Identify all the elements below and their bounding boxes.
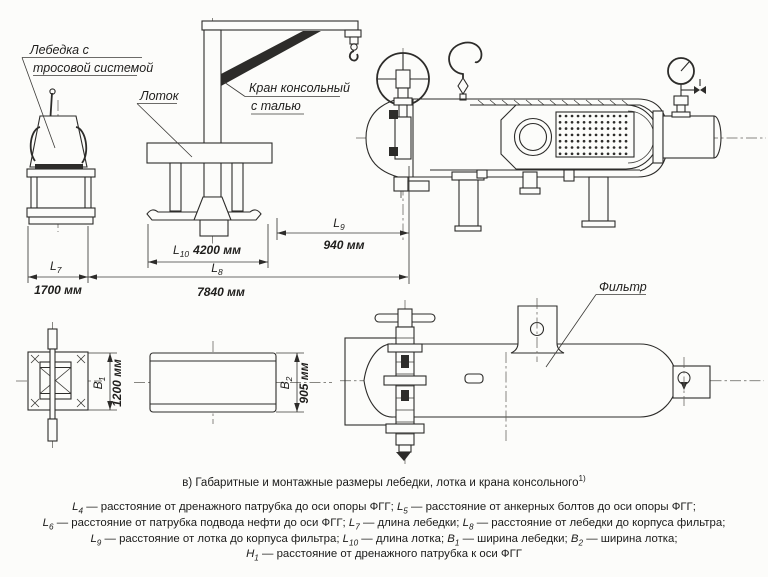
legend-item-l6: $L_6$ — расстояние от патрубка подвода нефти до оси ФГГ; — [42, 516, 346, 532]
support-leg-left — [452, 172, 484, 231]
legend-item-b2: $B_2$ — ширина лотка; — [570, 532, 678, 547]
legend-item-h1: $H_1$ — расстояние от дренажного патрубка к оси ФГГ — [246, 548, 522, 563]
crane-column — [204, 30, 221, 197]
dim-l9-value: 940 мм — [323, 238, 365, 252]
legend-item-l8: $L_8$ — расстояние от лебедки до корпуса фильтра; — [462, 516, 726, 532]
dim-l9-symbol: $L_9$ — [333, 216, 345, 232]
caption-footnote-mark: 1) — [578, 474, 586, 484]
legend-item-l7: $L_7$ — длина лебедки; — [348, 516, 460, 532]
legend-line-3 — [0, 532, 768, 548]
legend-line-2 — [0, 516, 768, 532]
crane-boom — [202, 21, 358, 30]
crane-hoist-hook — [345, 30, 361, 61]
dim-l8-value: 7840 мм — [197, 285, 245, 299]
dim-l10: $L_{10}$ 4200 мм — [173, 243, 241, 259]
winch-label-line1: Лебедка с — [30, 43, 89, 57]
drain-nozzle — [394, 177, 429, 198]
dim-l7-value: 1700 мм — [34, 283, 82, 297]
dim-l7-symbol: $L_7$ — [50, 259, 62, 275]
crane-callout — [224, 81, 350, 114]
figure-caption: в) Габаритные и монтажные размеры лебедки, лотка и крана консольного$^{1)}$ — [182, 474, 586, 489]
support-leg-right — [582, 177, 615, 227]
dim-b1-value: 1200 мм — [110, 359, 124, 407]
legend-item-l9: $L_9$ — расстояние от лотка до корпуса фильтра; — [90, 532, 340, 547]
winch-top-view — [16, 322, 102, 448]
lifting-hook — [449, 43, 481, 100]
pressure-gauge — [668, 58, 706, 117]
crane-brace — [221, 31, 321, 86]
winch-front-view — [27, 89, 95, 232]
dim-l8-symbol: $L_8$ — [211, 261, 223, 277]
crane-tray-view — [147, 18, 361, 245]
dim-b2-symbol: $B_2$ — [278, 376, 294, 390]
legend-item-l5: $L_5$ — расстояние от анкерных болтов до оси опоры ФГГ; — [396, 501, 696, 516]
legend-item-l10: $L_{10}$ — длина лотка; — [342, 532, 445, 547]
bottom-nozzle — [523, 172, 537, 189]
valve-assembly — [375, 309, 435, 461]
caption-area — [0, 474, 768, 563]
dim-b1-symbol: $B_1$ — [91, 376, 107, 390]
legend-line-1 — [0, 500, 768, 516]
tray-label: Лоток — [140, 89, 179, 103]
crane-label-line2: с талью — [251, 99, 301, 113]
manhole-flange — [515, 119, 552, 156]
outlet-nozzle — [653, 111, 721, 163]
filter-label: Фильтр — [599, 280, 647, 294]
legend-line-4 — [0, 547, 768, 563]
legend — [0, 500, 768, 563]
dim-b1 — [88, 353, 124, 410]
end-bracket — [673, 357, 710, 406]
vessel-side-view — [356, 43, 766, 240]
filter-top-view — [340, 298, 764, 464]
dim-b2-value: 905 мм — [297, 362, 311, 404]
legend-item-b1: $B_1$ — ширина лебедки; — [447, 532, 568, 547]
legend-item-l4: $L_4$ — расстояние от дренажного патрубка до оси опоры ФГГ; — [72, 501, 394, 516]
crane-label-line1: Кран консольный — [249, 81, 350, 95]
winch-label-line2: тросовой системой — [33, 61, 154, 75]
